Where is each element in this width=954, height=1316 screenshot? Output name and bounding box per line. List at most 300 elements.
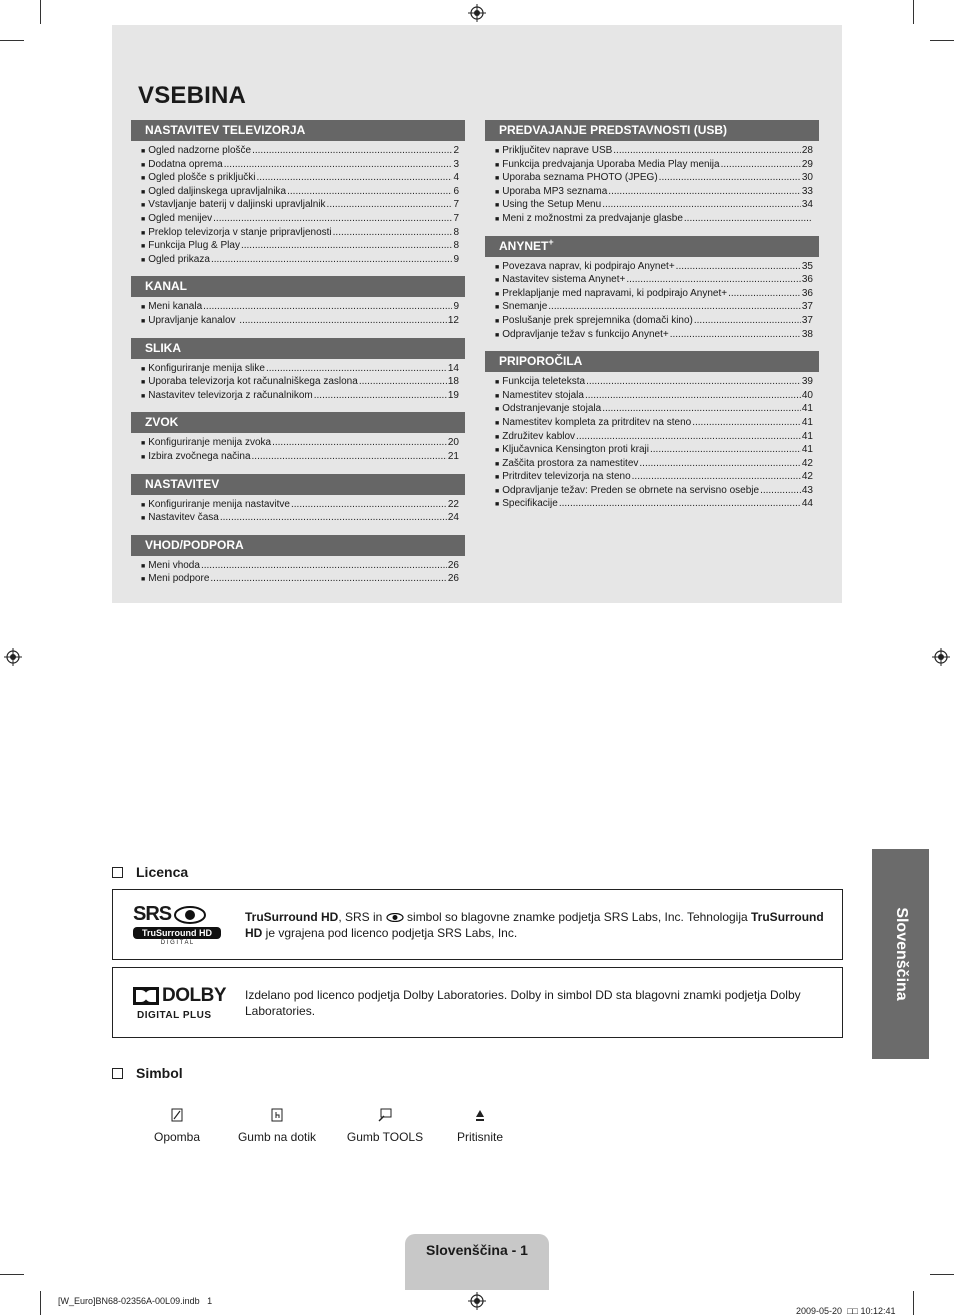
- bullet-icon: ■: [495, 392, 500, 400]
- dolby-licence-box: [112, 967, 843, 1038]
- toc-entry-label: Povezava naprav, ki podpirajo Anynet+: [502, 260, 675, 272]
- srs-text-bold: TruSurround HD: [245, 910, 339, 924]
- crop-mark: [40, 0, 41, 24]
- toc-entry[interactable]: [141, 227, 459, 241]
- dolby-dd-icon: [133, 987, 159, 1005]
- toc-entry-page: 43: [801, 484, 813, 496]
- registration-mark-icon: [468, 4, 486, 22]
- toc-leader: [359, 376, 447, 389]
- toc-entry-label: Ogled plošče s priključki: [148, 172, 256, 184]
- toc-entry-label: Meni kanala: [148, 301, 203, 313]
- toc-leader: [692, 417, 801, 430]
- bullet-icon: ■: [141, 148, 146, 155]
- toc-entry-page: 24: [447, 512, 459, 524]
- toc-leader: [650, 444, 801, 457]
- toc-section: [131, 276, 465, 328]
- toc-leader: [639, 458, 800, 471]
- toc-leader: [252, 451, 447, 464]
- toc-entry[interactable]: [141, 254, 459, 268]
- toc-entry-page: 26: [447, 559, 459, 571]
- toc-section-heading-text: ANYNET: [499, 238, 549, 253]
- toc-entry[interactable]: [141, 390, 459, 404]
- toc-entry[interactable]: [141, 145, 459, 159]
- toc-section-heading-text: PREDVAJANJE PREDSTAVNOSTI (USB): [499, 123, 728, 137]
- symbol-label: Opomba: [153, 1130, 201, 1144]
- toc-entry-page: 6: [453, 185, 459, 197]
- bullet-icon: ■: [495, 433, 500, 441]
- toc-leader: [676, 261, 801, 274]
- toc-column-left: [131, 120, 465, 596]
- toc-entry[interactable]: [495, 431, 813, 445]
- toc-entry-page: 34: [801, 199, 813, 211]
- toc-entry-label: Funkcija teleteksta: [502, 376, 586, 388]
- dolby-licence-text: Izdelano pod licenco podjetja Dolby Laboratories. Dolby in simbol DD sta blagovni znamki podjetja Dolby Laboratories.: [245, 988, 801, 1018]
- toc-leader: [559, 498, 801, 511]
- bullet-icon: ■: [495, 175, 500, 183]
- toc-section-heading: [131, 276, 465, 297]
- licence-heading-text: Licenca: [136, 864, 189, 880]
- language-tab[interactable]: [872, 849, 929, 1059]
- toc-list: [141, 301, 459, 328]
- toc-leader: [220, 512, 447, 525]
- toc-entry-label: Using the Setup Menu: [502, 199, 602, 211]
- toc-list: [141, 437, 459, 464]
- toc-section-heading: [131, 120, 465, 141]
- toc-section-heading-text: SLIKA: [145, 340, 181, 355]
- footer-timestamp: [791, 1296, 896, 1316]
- toc-leader: [287, 186, 452, 199]
- bullet-icon: ■: [495, 277, 500, 285]
- toc-leader: [252, 145, 452, 158]
- toc-entry-page: 3: [453, 158, 459, 170]
- toc-section-heading-text: VHOD/PODPORA: [145, 537, 244, 552]
- bullet-icon: ■: [495, 501, 500, 509]
- srs-text: , SRS in: [338, 910, 386, 924]
- page-number-tab: [405, 1234, 549, 1290]
- toc-entry-page: 12: [447, 314, 459, 326]
- toc-section-heading-text: KANAL: [145, 279, 187, 294]
- toc-entry[interactable]: [495, 145, 813, 159]
- toc-entry[interactable]: [495, 261, 813, 275]
- bullet-icon: ■: [495, 379, 500, 387]
- touch-button-icon: [271, 1108, 283, 1122]
- toc-entry[interactable]: [141, 240, 459, 254]
- bullet-icon: ■: [495, 304, 500, 312]
- crop-mark: [913, 1291, 914, 1315]
- toc-entry[interactable]: [495, 186, 813, 200]
- crop-mark: [0, 1274, 24, 1275]
- toc-column-right: [485, 120, 819, 521]
- bullet-icon: ■: [141, 215, 146, 223]
- toc-section: [485, 120, 819, 227]
- bullet-icon: ■: [141, 440, 146, 448]
- toc-section-heading: [485, 120, 819, 141]
- srs-symbol-icon: [386, 913, 404, 922]
- toc-leader: [585, 390, 801, 403]
- toc-entry-label: Snemanje: [502, 301, 548, 313]
- toc-entry-label: Konfiguriranje menija slike: [148, 362, 265, 374]
- toc-section-heading: [131, 474, 465, 495]
- bullet-icon: ■: [141, 317, 146, 325]
- toc-leader: [291, 499, 447, 512]
- toc-leader: [608, 186, 801, 199]
- toc-entry-label: Odpravljanje težav s funkcijo Anynet+: [502, 328, 669, 340]
- toc-section-heading: [131, 412, 465, 433]
- toc-entry-page: 41: [801, 444, 813, 456]
- toc-section-heading-sup: +: [548, 236, 554, 247]
- crop-mark: [40, 1291, 41, 1315]
- toc-entry-page: 26: [447, 573, 459, 585]
- toc-entry-page: 7: [453, 212, 459, 224]
- toc-entry[interactable]: [141, 376, 459, 390]
- toc-entry[interactable]: [495, 274, 813, 288]
- toc-entry-page: 14: [447, 362, 459, 374]
- bullet-icon: ■: [141, 175, 146, 183]
- toc-entry-page: 42: [801, 457, 813, 469]
- toc-entry-label: Preklapljanje med napravami, ki podpirajo Anynet+: [502, 287, 728, 299]
- toc-entry-label: Funkcija predvajanja Uporaba Media Play menija: [502, 158, 720, 170]
- toc-entry[interactable]: [495, 329, 813, 343]
- bullet-icon: ■: [495, 202, 500, 210]
- toc-section: [485, 351, 819, 512]
- toc-entry-page: 20: [447, 437, 459, 449]
- srs-text: je vgrajena pod licenco podjetja SRS Labs, Inc.: [262, 926, 518, 940]
- toc-entry-page: 18: [447, 376, 459, 388]
- toc-list: [495, 145, 813, 227]
- toc-entry-label: Ključavnica Kensington proti kraji: [502, 444, 649, 456]
- toc-entry-page: 44: [801, 498, 813, 510]
- toc-entry-label: Funkcija Plug & Play: [148, 240, 240, 252]
- toc-leader: [576, 431, 801, 444]
- bullet-icon: ■: [495, 215, 500, 223]
- bullet-icon: ■: [141, 202, 146, 210]
- checkbox-icon: [112, 1068, 123, 1079]
- toc-leader: [626, 274, 801, 287]
- footer-time: 10:12:41: [860, 1306, 896, 1316]
- bullet-icon: ■: [141, 501, 146, 509]
- srs-licence-box: [112, 889, 843, 960]
- toc-entry-page: 37: [801, 301, 813, 313]
- toc-entry-label: Poslušanje prek sprejemnika (domači kino): [502, 314, 693, 326]
- srs-logo: [133, 903, 225, 946]
- toc-entry-label: Ogled nadzorne plošče: [148, 145, 252, 156]
- toc-leader: [257, 172, 453, 185]
- toc-entry-page: 38: [801, 328, 813, 340]
- toc-entry[interactable]: [141, 172, 459, 186]
- srs-logo-text: SRS: [133, 903, 172, 925]
- symbol-press: [450, 1106, 510, 1144]
- toc-entry-page: 29: [801, 158, 813, 170]
- toc-entry[interactable]: [495, 471, 813, 485]
- toc-entry-label: Združitev kablov: [502, 430, 576, 442]
- toc-leader: [659, 172, 801, 185]
- bullet-icon: ■: [141, 188, 146, 196]
- srs-licence-text: [245, 909, 837, 941]
- srs-text-bold: TruSurround HD: [245, 910, 824, 940]
- toc-entry[interactable]: [141, 186, 459, 200]
- toc-entry-label: Konfiguriranje menija zvoka: [148, 437, 272, 449]
- toc-list: [141, 145, 459, 267]
- toc-leader: [586, 376, 801, 389]
- bullet-icon: ■: [495, 447, 500, 455]
- toc-entry-label: Pritrditev televizorja na steno: [502, 471, 631, 483]
- toc-entry[interactable]: [141, 512, 459, 526]
- toc-entry[interactable]: [495, 390, 813, 404]
- toc-entry-page: 22: [447, 498, 459, 510]
- toc-entry-label: Konfiguriranje menija nastavitve: [148, 498, 290, 510]
- toc-entry-page: 39: [801, 376, 813, 388]
- toc-entry[interactable]: [495, 199, 813, 213]
- bullet-icon: ■: [495, 460, 500, 468]
- toc-section-heading-text: ZVOK: [145, 415, 179, 430]
- bullet-icon: ■: [495, 406, 500, 414]
- toc-entry-label: Zaščita prostora za namestitev: [502, 457, 639, 469]
- symbol-heading-text: Simbol: [136, 1065, 183, 1081]
- symbol-label: Gumb na dotik: [237, 1130, 317, 1144]
- toc-section-heading: [485, 351, 819, 372]
- toc-leader: [272, 437, 447, 450]
- toc-entry-page: 41: [801, 430, 813, 442]
- toc-entry[interactable]: [141, 451, 459, 465]
- srs-circle-icon: [173, 906, 207, 924]
- toc-entry[interactable]: [141, 437, 459, 451]
- toc-leader: [201, 560, 447, 573]
- srs-logo-sub: D I G I T A L: [160, 940, 194, 946]
- toc-entry-page: 37: [801, 314, 813, 326]
- bullet-icon: ■: [141, 365, 146, 373]
- toc-entry-label: Nastavitev televizorja z računalnikom: [148, 389, 313, 401]
- toc-entry-page: 21: [447, 450, 459, 462]
- toc-leader: [241, 240, 452, 253]
- note-icon: [171, 1108, 183, 1122]
- toc-entry-page: 7: [453, 199, 459, 211]
- footer-file: [W_Euro]BN68-02356A-00L09.indb 1: [58, 1296, 213, 1306]
- toc-leader: [613, 145, 801, 158]
- toc-entry-label: Ogled menijev: [148, 212, 213, 224]
- bullet-icon: ■: [495, 290, 500, 298]
- toc-entry-label: Namestitev stojala: [502, 389, 584, 401]
- toc-entry[interactable]: [495, 172, 813, 186]
- symbol-label: Pritisnite: [456, 1130, 503, 1144]
- dolby-logo-sub: DIGITAL PLUS: [137, 1010, 212, 1021]
- toc-entry-label: Odstranjevanje stojala: [502, 403, 602, 415]
- toc-entry-page: 42: [801, 471, 813, 483]
- toc-leader: [211, 254, 453, 267]
- toc-entry[interactable]: [495, 417, 813, 431]
- toc-entry-page: 35: [801, 260, 813, 272]
- symbol-label: Gumb TOOLS: [346, 1130, 424, 1144]
- toc-list: [495, 376, 813, 512]
- registration-mark-icon: [468, 1292, 486, 1310]
- toc-list: [141, 363, 459, 404]
- toc-entry-page: 8: [453, 226, 459, 238]
- toc-entry[interactable]: [495, 498, 813, 512]
- toc-leader: [213, 213, 452, 226]
- bullet-icon: ■: [141, 562, 146, 570]
- bullet-icon: ■: [141, 379, 146, 387]
- bullet-icon: ■: [141, 576, 146, 584]
- crop-mark: [930, 40, 954, 41]
- toc-entry[interactable]: [141, 301, 459, 315]
- toc-section-heading: [485, 236, 819, 257]
- toc-leader: [602, 199, 801, 212]
- toc-entry-page: 4: [453, 172, 459, 184]
- bullet-icon: ■: [141, 229, 146, 237]
- dolby-logo-text: DOLBY: [162, 985, 226, 1006]
- toc-entry[interactable]: [495, 485, 813, 499]
- toc-entry[interactable]: [141, 560, 459, 574]
- toc-entry[interactable]: [495, 315, 813, 329]
- toc-entry-label: Ogled daljinskega upravljalnika: [148, 185, 287, 197]
- toc-entry[interactable]: [495, 301, 813, 315]
- toc-section: [131, 535, 465, 587]
- toc-entry-label: Namestitev kompleta za pritrditev na steno: [502, 416, 692, 428]
- toc-entry[interactable]: [495, 213, 813, 227]
- toc-leader: [314, 390, 447, 403]
- toc-entry-page: 9: [453, 253, 459, 265]
- toc-section: [131, 412, 465, 464]
- toc-entry[interactable]: [141, 159, 459, 173]
- toc-list: [141, 560, 459, 587]
- toc-section-heading: [131, 338, 465, 359]
- toc-entry[interactable]: [141, 213, 459, 227]
- toc-section-heading-text: PRIPOROČILA: [499, 354, 583, 369]
- srs-badge: TruSurround HD: [133, 927, 221, 939]
- symbol-tools-button: [343, 1106, 427, 1144]
- toc-section: [485, 236, 819, 343]
- bullet-icon: ■: [141, 256, 146, 264]
- toc-entry-label: Uporaba televizorja kot računalniškega zaslona: [148, 376, 358, 388]
- toc-entry[interactable]: [141, 199, 459, 213]
- toc-entry-page: 30: [801, 172, 813, 184]
- toc-leader: [239, 315, 447, 328]
- registration-mark-icon: [932, 648, 950, 666]
- bullet-icon: ■: [141, 515, 146, 523]
- footer-boxes: □□: [847, 1306, 858, 1316]
- toc-leader: [760, 485, 801, 498]
- toc-leader: [203, 301, 452, 314]
- bullet-icon: ■: [495, 331, 500, 339]
- toc-entry[interactable]: [495, 444, 813, 458]
- bullet-icon: ■: [495, 474, 500, 482]
- toc-leader: [602, 403, 801, 416]
- bullet-icon: ■: [495, 317, 500, 325]
- toc-section: [131, 474, 465, 526]
- toc-leader: [548, 301, 801, 314]
- symbol-note: [146, 1106, 208, 1144]
- symbol-touch-button: [234, 1106, 320, 1144]
- toc-list: [141, 499, 459, 526]
- toc-entry-page: 8: [453, 240, 459, 252]
- symbol-heading: [112, 1065, 183, 1081]
- toc-entry[interactable]: [495, 288, 813, 302]
- toc-leader: [333, 227, 453, 240]
- toc-entry-page: 36: [801, 274, 813, 286]
- toc-entry-page: 36: [801, 287, 813, 299]
- crop-mark: [930, 1274, 954, 1275]
- toc-entry-label: Meni podpore: [148, 573, 210, 585]
- bullet-icon: ■: [141, 304, 146, 312]
- toc-entry-page: 9: [453, 301, 459, 313]
- toc-leader: [224, 159, 453, 172]
- toc-leader: [694, 315, 801, 328]
- toc-entry-label: Nastavitev sistema Anynet+: [502, 274, 626, 286]
- toc-entry-page: 40: [801, 389, 813, 401]
- toc-leader: [210, 573, 446, 586]
- toc-section: [131, 120, 465, 267]
- toc-section-heading-text: NASTAVITEV: [145, 476, 220, 491]
- toc-entry-label: Preklop televizorja v stanje pripravljenosti: [148, 226, 332, 238]
- registration-mark-icon: [4, 648, 22, 666]
- toc-entry[interactable]: [495, 403, 813, 417]
- toc-entry[interactable]: [495, 376, 813, 390]
- toc-section-heading: [131, 535, 465, 556]
- toc-entry[interactable]: [141, 315, 459, 329]
- bullet-icon: ■: [495, 148, 500, 155]
- toc-entry-page: 33: [801, 185, 813, 197]
- toc-entry-label: Meni z možnostmi za predvajanje glasbe: [502, 212, 683, 224]
- toc-entry-label: Uporaba MP3 seznama: [502, 185, 608, 197]
- toc-entry-label: Specifikacije: [502, 498, 558, 510]
- toc-entry-label: Meni vhoda: [148, 559, 200, 571]
- bullet-icon: ■: [495, 161, 500, 169]
- toc-entry-label: Vstavljanje baterij v daljinski upravljalnik: [148, 199, 326, 211]
- toc-leader: [327, 199, 453, 212]
- toc-leader: [632, 471, 801, 484]
- toc-leader: [721, 159, 801, 172]
- bullet-icon: ■: [495, 188, 500, 196]
- toc-leader: [266, 363, 447, 376]
- bullet-icon: ■: [495, 419, 500, 427]
- toc-entry[interactable]: [495, 458, 813, 472]
- toc-entry-page: 41: [801, 403, 813, 415]
- toc-section-heading-text: NASTAVITEV TELEVIZORJA: [145, 123, 306, 137]
- toc-entry[interactable]: [141, 363, 459, 377]
- language-tab-label: Slovenščina: [892, 907, 910, 1001]
- bullet-icon: ■: [141, 453, 146, 461]
- toc-entry-page: 28: [801, 145, 813, 156]
- toc-entry-page: 2: [453, 145, 459, 156]
- footer-date: 2009-05-20: [796, 1306, 843, 1316]
- checkbox-icon: [112, 867, 123, 878]
- toc-entry-page: 41: [801, 416, 813, 428]
- toc-entry-label: Uporaba seznama PHOTO (JPEG): [502, 172, 658, 184]
- toc-entry-label: Ogled prikaza: [148, 253, 210, 265]
- toc-entry[interactable]: [141, 573, 459, 587]
- toc-entry[interactable]: [141, 499, 459, 513]
- tools-button-icon: [378, 1108, 392, 1122]
- toc-entry-label: Dodatna oprema: [148, 158, 223, 170]
- page-number: Slovenščina - 1: [426, 1242, 528, 1258]
- toc-entry-page: 19: [447, 389, 459, 401]
- toc-entry-label: Nastavitev časa: [148, 512, 219, 524]
- toc-entry-label: Izbira zvočnega načina: [148, 450, 251, 462]
- bullet-icon: ■: [141, 161, 146, 169]
- crop-mark: [0, 40, 24, 41]
- srs-text: simbol so blagovne znamke podjetja SRS Labs, Inc. Tehnologija: [403, 910, 752, 924]
- toc-entry-label: Upravljanje kanalov: [148, 314, 239, 326]
- bullet-icon: ■: [495, 263, 500, 271]
- licence-heading: [112, 864, 188, 880]
- press-icon: [475, 1108, 485, 1122]
- toc-leader: [684, 213, 812, 226]
- toc-section: [131, 338, 465, 404]
- toc-entry[interactable]: [495, 159, 813, 173]
- crop-mark: [913, 0, 914, 24]
- toc-list: [495, 261, 813, 343]
- toc-leader: [728, 288, 801, 301]
- page-title: VSEBINA: [138, 82, 247, 109]
